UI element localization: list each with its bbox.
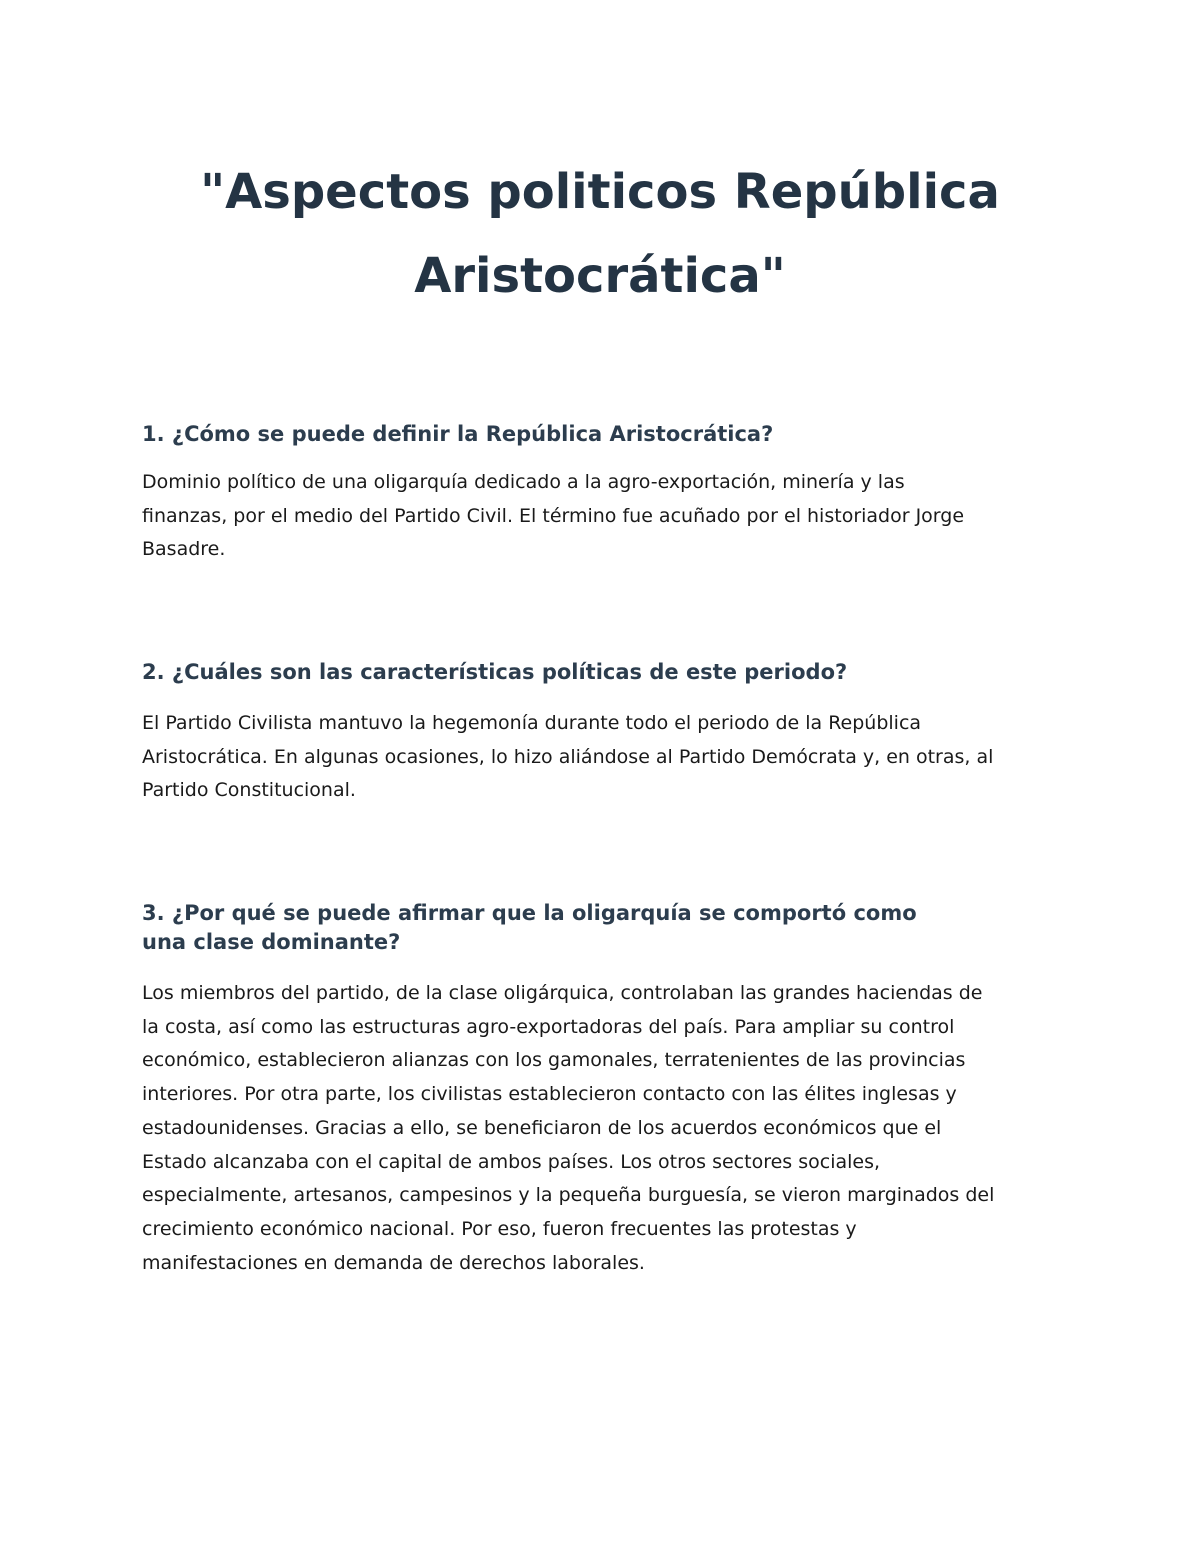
text-line: Estado alcanzaba con el capital de ambos países. Los otros sectores sociales, [142,1150,881,1173]
text-line: Basadre. [142,538,226,561]
title-line: Aristocrática" [414,248,786,304]
text-line: manifestaciones en demanda de derechos laborales. [142,1251,645,1274]
document-title [100,150,1100,318]
answer-paragraph-3 [142,977,1072,1280]
text-line: la costa, así como las estructuras agro-exportadoras del país. Para ampliar su control [142,1015,955,1038]
heading-line: una clase dominante? [142,930,401,954]
question-heading-3 [142,899,1062,957]
text-line: Partido Constitucional. [142,779,356,802]
question-heading-2: 2. ¿Cuáles son las características políticas de este periodo? [142,660,848,684]
text-line: interiores. Por otra parte, los civilistas establecieron contacto con las élites inglesas y [142,1083,957,1106]
text-line: especialmente, artesanos, campesinos y la pequeña burguesía, se vieron marginados del [142,1184,995,1207]
answer-paragraph-2 [142,707,1072,808]
question-heading-1: 1. ¿Cómo se puede definir la República Aristocrática? [142,422,774,446]
text-line: finanzas, por el medio del Partido Civil. El término fue acuñado por el historiador Jorge [142,504,965,527]
heading-line: 3. ¿Por qué se puede afirmar que la oligarquía se comportó como [142,901,917,925]
text-line: Aristocrática. En algunas ocasiones, lo hizo aliándose al Partido Demócrata y, en otras, al [142,745,994,768]
text-line: Dominio político de una oligarquía dedicado a la agro-exportación, minería y las [142,471,905,493]
text-line: económico, establecieron alianzas con los gamonales, terratenientes de las provincias [142,1049,966,1072]
text-line: Los miembros del partido, de la clase oligárquica, controlaban las grandes haciendas de [142,982,983,1004]
text-line: estadounidenses. Gracias a ello, se beneficiaron de los acuerdos económicos que el [142,1116,942,1139]
answer-paragraph-1 [142,466,1072,567]
text-line: crecimiento económico nacional. Por eso, fueron frecuentes las protestas y [142,1217,857,1240]
title-line: "Aspectos politicos República [200,164,1000,220]
text-line: El Partido Civilista mantuvo la hegemonía durante todo el periodo de la República [142,712,922,734]
